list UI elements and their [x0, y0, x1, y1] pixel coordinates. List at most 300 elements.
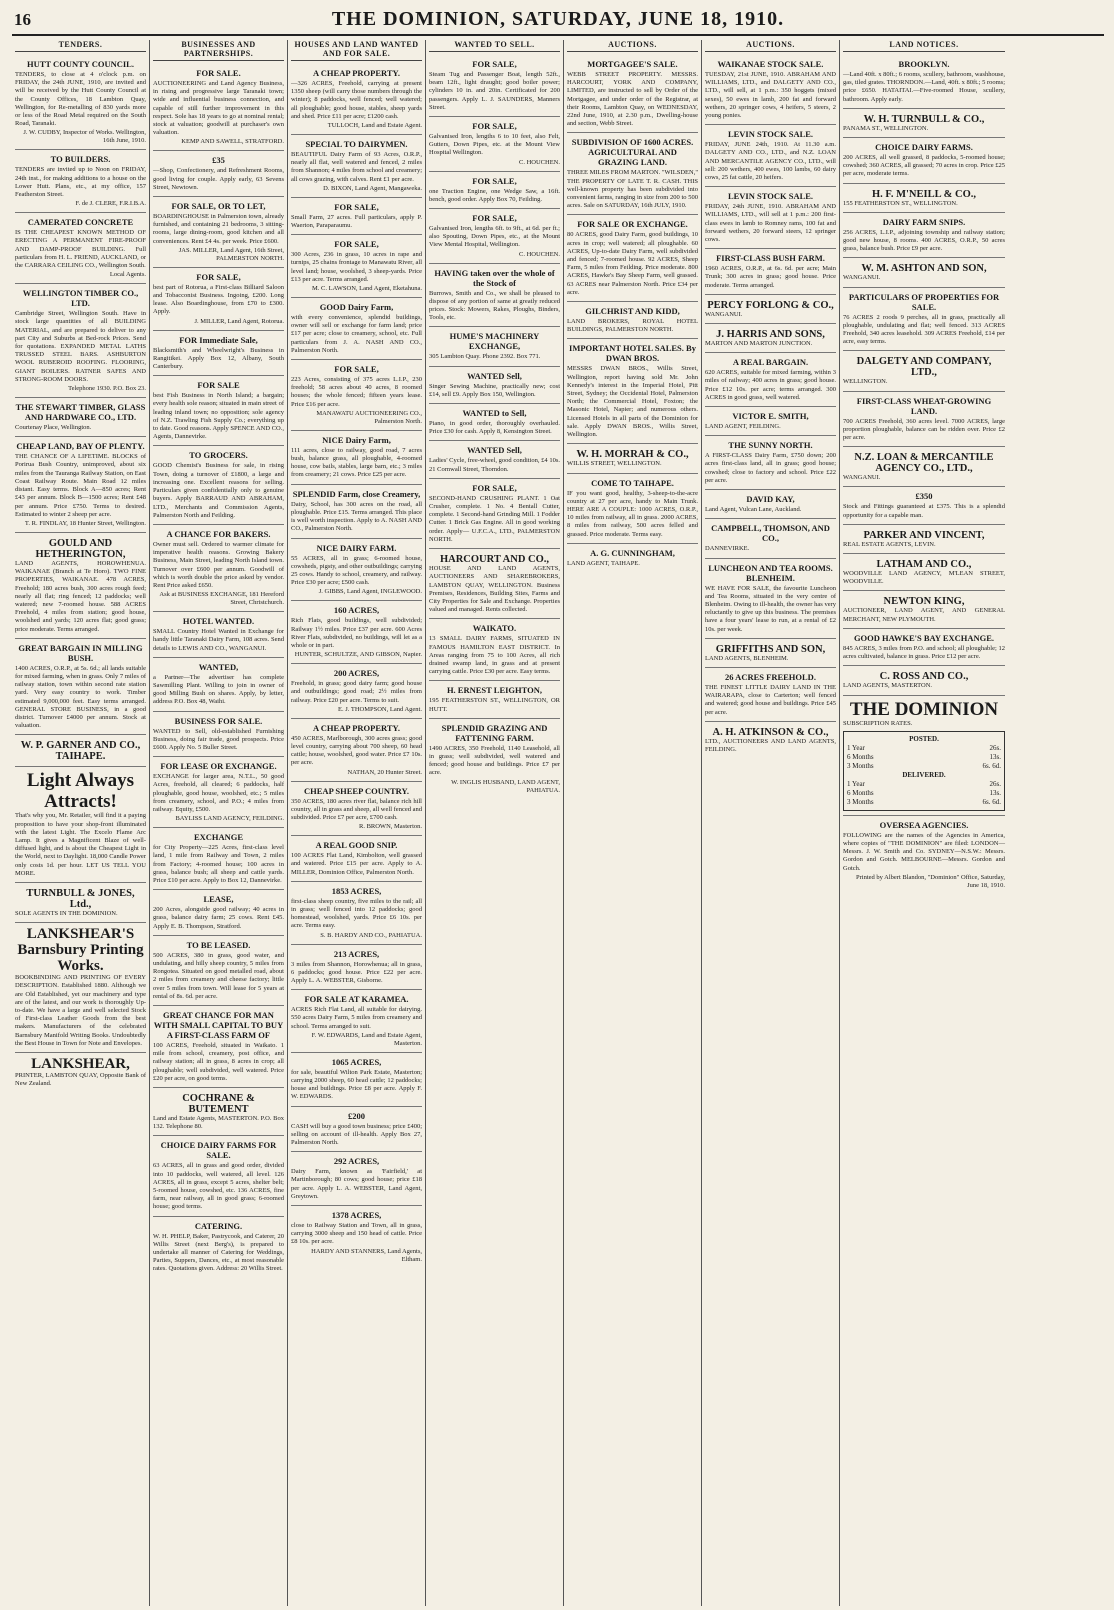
ad-body: 620 ACRES, suitable for mixed farming, within 3 miles of railway; 400 acres in grass; good house. Price £12 10s. per acre; terms arranged. 300 ACRES in good grass, well watered. [705, 369, 836, 401]
ad-footer: F. W. EDWARDS, Land and Estate Agent, Masterton. [311, 1031, 422, 1047]
column-4 [426, 40, 564, 1606]
ad-heading: LANKSHEAR'S Barnsbury Printing Works. [17, 926, 144, 975]
ad-heading: W. H. MORRAH & CO., [576, 449, 689, 461]
ad-heading: COCHRANE & BUTEMENT [182, 1093, 255, 1116]
ad-turnbull-jones-ltd [15, 883, 146, 923]
ad-footer: F. de J. CLERE, F.R.I.B.A. [75, 200, 146, 208]
ad-body: MARTON AND MARTON JUNCTION. [705, 340, 813, 348]
ad-heading: £200 [348, 1110, 365, 1121]
ad-wanted-to-sell [429, 404, 560, 441]
ad-body: Land Agent, Vulcan Lane, Auckland. [705, 506, 802, 514]
ad-body: 195 FEATHERSTON ST., WELLINGTON, OR HUTT. [429, 697, 560, 713]
ad-body: A FIRST-CLASS Dairy Farm, £750 down; 200 acres first-class land, all in grass; good house; cowshed; close to factory and school. Price £22 per acre. [705, 452, 836, 484]
column-header: WANTED TO SELL. [429, 40, 560, 52]
ad-heading: N.Z. LOAN & MERCANTILE AGENCY CO., LTD., [854, 452, 994, 475]
ad-body: WOODVILLE LAND AGENCY, M'LEAN STREET, WOODVILLE. [843, 570, 1005, 586]
ad-heading: SPECIAL TO DAIRYMEN. [305, 139, 408, 150]
ad-footer: HARDY AND STANNERS, Land Agents, Eltham. [311, 1247, 422, 1263]
ad-body: 80 ACRES, good Dairy Farm, good buildings, 10 acres in crop; well watered; all ploughable. 60 ACRES, Up-to-date Dairy Farm, well subdivided and fenced; 7-roomed house. 92 ACRES, Sheep Farm, 5 miles from Feilding. Price moderate. 800 ACRES, Hawke's Bay Sheep Farm, well grassed. 63 ACRES near Palmerston North. Price £34 per acre. [567, 231, 698, 296]
ad-a-cheap-property [291, 719, 422, 782]
ad-heading: £350 [915, 491, 933, 502]
ad-body: WANTED to Sell, old-established Furnishing Business, doing fair trade, good prospects. Price £600. Apply No. 5 Buller Street. [153, 727, 284, 751]
ad-heading: FOR SALE [197, 380, 240, 391]
ad-body: THE CHANCE OF A LIFETIME. BLOCKS of Porirua Bush Country, unimproved, about six miles from the Tauranga Railway Station, on East Coast Railway Route. Main Road 12 miles distant. Easy terms. Block A—850 acres; Rent £43 per annum. Block B—1500 acres; Rent £48 per annum. Price £750. Terms to desired. Estimated to winter 2 sheep per acre. [15, 453, 146, 518]
ad-griffiths-and-son [705, 639, 836, 668]
ad-footer: HUNTER, SCHULTZE, AND GIBSON, Napier. [294, 651, 422, 659]
ad-heading: GOULD AND HETHERINGTON, [35, 537, 126, 560]
ad-body: EXCHANGE for larger area, N.T.L., 50 good Acres, freehold, all cleared; 6 paddocks, half ploughable, good house, woolshed, etc.; 5 miles from creamery, school, and P.O.; 4 miles from railway. Equity, £500. [153, 773, 284, 813]
ad-heading: PARTICULARS OF PROPERTIES FOR SALE. [848, 291, 1000, 312]
ad-heading: HOTEL WANTED. [182, 616, 255, 627]
ad-heading: 160 ACRES, [333, 605, 380, 616]
ad-body: Galvanised Iron, lengths 6ft. to 9ft., at 6d. per ft.; also Spouting, Down Pipes, etc., at the Mount View Mental Hospital, Wellington. [429, 225, 560, 249]
delivered-label: DELIVERED. [902, 770, 946, 779]
ad-heading: 1378 ACRES, [331, 1210, 382, 1221]
ad-heading: DAVID KAY, [746, 494, 795, 505]
ad-heading: TO GROCERS. [189, 450, 248, 461]
ad-body: Piano, in good order, thoroughly overhauled. Price £30 for cash. Apply 8, Kensington Street. [429, 420, 560, 436]
ad-for-sale [429, 209, 560, 264]
rate-period: 6 Months [847, 752, 874, 761]
ad-body: PANAMA ST., WELLINGTON. [843, 124, 929, 132]
ad-body: best part of Rotorua, a First-class Billiard Saloon and Tobacconist Business. Ingoing, £200. Long lease. Also Boardinghouse, from £70 to £300. Apply. [153, 283, 284, 316]
column-7 [840, 40, 1008, 1606]
ad-heading: 1853 ACRES, [331, 885, 382, 896]
ad-wanted-sell [429, 367, 560, 404]
ad-to-grocers [153, 446, 284, 524]
masthead [12, 8, 1104, 36]
ad-body: Dairy Farm, known as 'Fairfield,' at Martinborough; 80 cows; good house; price £18 per acre. Apply L. A. WEBSTER, Land Agent, Greytown. [291, 1168, 422, 1200]
ad-h-ernest-leighton [429, 681, 560, 718]
ad-heading: J. HARRIS AND SONS, [716, 329, 825, 341]
ad-a-real-bargain [705, 353, 836, 407]
ad-heading: Light Always Attracts! [26, 770, 135, 813]
ad-campbell-thomson-and-co [705, 519, 836, 558]
ad-heading: DALGETY AND COMPANY, LTD., [856, 356, 992, 379]
ad-body: 500 ACRES, 380 in grass, good water, and undulating, and hilly sheep country, 5 miles from Rongotea. Situated on good metalled road, about 2 miles from creamery and cheese factory; little over 5 miles from town. Will lease for 5 years at rental of 8s. 6d. per acre. [153, 951, 284, 1000]
ad-body: MESSRS DWAN BROS., Willis Street, Wellington, report having sold Mr. John Kennedy's interest in the Imperial Hotel, Pitt Street, Sydney; the Occidental Hotel, Palmerston North; the Commercial Hotel, Foxton; the Masonic Hotel, Napier; and numerous others. Licensed Hotels in all parts of the Dominion for sale. Apply DWAN BROS., Willis Street, Wellington. [567, 365, 698, 439]
rate-period: 6 Months [847, 788, 874, 797]
ad-having-taken-over-the-whole-of-the-stock [429, 264, 560, 328]
ad-body: 1400 ACRES, O.R.P., at 5s. 6d.; all lands suitable for mixed farming, when in grass. Only 7 miles of railway station, town within second rate station yard. Very easy country to work. Timber estimated 9,000,000 feet. Easy terms arranged. GENERAL STORE BUSINESS, in a good district. Turnover £4000 per annum. Stock at valuation. [15, 664, 146, 730]
ad-heading: SPLENDID GRAZING AND FATTENING FARM. [441, 722, 548, 743]
posted-label: POSTED. [909, 734, 939, 743]
ad-for-sale-or-to-let [153, 197, 284, 268]
ad-body: Owner must sell. Ordered to warmer climate for imperative health reasons. Growing Bakery Business, Main Street, leading North Island town. Turnover over £600 per annum. Goodwill of which is worth double the price asked by vendor. Rent Price asked £650. [153, 540, 284, 589]
ad-footer: W. INGLIS HUSBAND, LAND AGENT, PAHIATUA. [451, 778, 560, 794]
ad-body: FRIDAY, JUNE 24th, 1910. At 11.30 a.m. DALGETY AND CO., LTD., and N.Z. LOAN AND MERCANTILE AGENCY CO., LTD., will sell: 200 wethers, 400 ewes, 100 lambs, 60 dairy cows, 25 fat cattle, 20 heifers. [705, 141, 836, 182]
ad-dalgety-and-company-ltd [843, 351, 1005, 391]
ad-body: Cambridge Street, Wellington South. Have in stock large quantities of all BUILDING MATERIAL, and are prepared to deliver to any part City and Suburbs at Bed-rock Prices. Send for quotations. EXPANDED METAL LATHS TRUSSED STEEL BARS. ASHBURTON WOOL RUBEROID ROOFING. FLOORING, GIANT BOILERS. RATNER SAFES AND STRONG-ROOM DOORS. [15, 310, 146, 383]
ad-body: CASH will buy a good town business; price £400; selling on account of ill-health. Apply Box 27, Palmerston North. [291, 1122, 422, 1147]
ad-first-class-bush-farm [705, 249, 836, 295]
page-number: 16 [14, 10, 31, 29]
ad-footer: E. J. THOMPSON, Land Agent. [337, 705, 422, 713]
ad-heading: GOOD Dairy Farm, [319, 302, 394, 313]
ad-heading: FOR SALE, [472, 213, 517, 224]
column-6 [702, 40, 840, 1606]
ad-wanted [153, 658, 284, 712]
rate-row [847, 744, 1001, 753]
ad-mortgagee-s-sale [567, 55, 698, 133]
ad-heading: H. ERNEST LEIGHTON, [446, 685, 543, 696]
rate-period: 3 Months [847, 797, 874, 806]
ad-body: one Traction Engine, one Wedge Saw, a 16ft. bench, good order. Apply Box 70, Feilding. [429, 187, 560, 203]
ad-heading: H. F. M'NEILL & CO., [871, 188, 977, 200]
ad-body: LTD., AUCTIONEERS AND LAND AGENTS, FEILDING. [705, 737, 836, 753]
ad-w-h-morrah-co [567, 444, 698, 473]
ad-footer: S. B. HARDY AND CO., PAHIATUA. [320, 931, 422, 939]
ad-body: —Shop, Confectionery, and Refreshment Rooms, good living for couple. Apply early, 63 Sevens Street, Newtown. [153, 167, 284, 191]
ad-heading: OVERSEA AGENCIES. [879, 819, 969, 830]
ad-heading: LATHAM AND CO., [876, 559, 972, 571]
ad-choice-dairy-farms-for-sale [153, 1136, 284, 1216]
ad-body: TUESDAY, 21st JUNE, 1910. ABRAHAM AND WILLIAMS, LTD., and DALGETY AND CO., LTD., will sell, at 1 p.m.: 350 hoggets (mixed sexes), 50 ewes in lamb, 200 fat and forward wethers, 20 springer cows, 4 heifers, 5 steers, 2 young ponies. [705, 71, 836, 120]
ad-particulars-of-properties-for-sale [843, 288, 1005, 352]
ad-heading: £35 [212, 155, 225, 166]
ad-footer: C. HOUCHEN. [519, 250, 560, 258]
ad-wellington-timber-co-ltd [15, 284, 146, 398]
ad-292-acres [291, 1152, 422, 1206]
ad-160-acres [291, 601, 422, 664]
ad-heading: LANKSHEAR, [31, 1056, 130, 1073]
ad-heading: THE SUNNY NORTH. [728, 440, 813, 451]
ad-heading: GREAT BARGAIN IN MILLING BUSH. [18, 642, 143, 663]
ad-a-real-good-snip [291, 836, 422, 882]
ad-nice-dairy-farm [291, 431, 422, 485]
ad-camerated-concrete [15, 213, 146, 284]
ad-body: HOUSE AND LAND AGENTS, AUCTIONEERS AND SHAREBROKERS, LAMBTON QUAY, WELLINGTON. Business Premises, Residences, Building Sites, Farms and City Properties for Sale and Exchange. Properties valued and managed. Rents collected. [429, 565, 560, 614]
rate-price: 6s. 6d. [982, 797, 1001, 806]
rate-price: 26s. [989, 779, 1001, 788]
ad-heading: GRIFFITHS AND SON, [715, 643, 826, 655]
ad-heading: DAIRY FARM SNIPS. [882, 216, 966, 227]
column-header: HOUSES AND LAND WANTED AND FOR SALE. [291, 40, 422, 61]
ad-26-acres-freehold [705, 668, 836, 722]
ad-body: LAND AGENT, FEILDING. [705, 423, 781, 431]
ad-heading: BUSINESS FOR SALE. [174, 715, 263, 726]
ad-heading: FOR SALE. [196, 68, 241, 78]
ad-heading: PARKER AND VINCENT, [863, 529, 985, 541]
ad-heading: FOR SALE, [472, 59, 517, 69]
ad-heading: CHOICE DAIRY FARMS FOR SALE. [160, 1140, 277, 1161]
ad-heading: NICE DAIRY FARM. [316, 542, 397, 553]
rate-price: 6s. 6d. [982, 761, 1001, 770]
ad-heading: THE STEWART TIMBER, GLASS AND HARDWARE CO., LTD. [15, 402, 146, 423]
ad-body: ACRES Rich Flat Land, all suitable for dairying. 550 acres Dairy Farm, 5 miles from creamery and school. Terms arranged to suit. [291, 1006, 422, 1030]
ad-the-dominion [843, 696, 1005, 816]
ad-oversea-agencies [843, 816, 1005, 894]
ad-heading: FOR SALE, [196, 271, 241, 282]
ad-c-ross-and-co [843, 666, 1005, 695]
ad-body: DANNEVIRKE. [705, 545, 750, 553]
ad-body: with every convenience, splendid buildings, owner will sell or exchange for farm land; price £17 per acre; close to creamery, school, etc. Full particulars from J. A. NASH AND CO., Palmerston North. [291, 314, 422, 354]
ad-body: first-class sheep country, five miles to the rail; all in grass; well fenced into 12 paddocks; good homestead, woolshed, yards. Price £6 10s. per acre. Terms easy. [291, 897, 422, 930]
ad-heading: CHEAP LAND, BAY OF PLENTY. [16, 441, 145, 452]
ad-heading: IMPORTANT HOTEL SALES. By DWAN BROS. [569, 343, 696, 364]
ad-heading: WANTED Sell, [467, 445, 522, 456]
ad-body: SMALL Country Hotel Wanted in Exchange for handy little Taranaki Dairy Farm, 108 acres. Send details to LEWIS AND CO., WANGANUI. [153, 628, 284, 652]
ad-body: 845 ACRES, 3 miles from P.O. and school; all ploughable; 12 acres cultivated, balance in grass. Price £12 per acre. [843, 644, 1005, 661]
ad-catering [153, 1217, 284, 1278]
ad-heading: LEVIN STOCK SALE. [727, 191, 814, 202]
ad-1853-acres [291, 882, 422, 945]
ad-footer: Local Agents. [109, 271, 146, 279]
ad-come-to-taihape [567, 474, 698, 544]
ad-body: for City Property—225 Acres, first-class level land, 1 mile from Railway and Town, 2 miles from Factory; 4-roomed house; 100 acres in grass, balance bush; all sheep and cattle yards. Price £10 per acre. Apply to Box 12, Dannevirke. [153, 844, 284, 884]
rate-price: 26s. [989, 743, 1001, 752]
ad-for-sale [429, 172, 560, 209]
column-1 [12, 40, 150, 1606]
ad-heading: PERCY FORLONG & CO., [707, 299, 834, 311]
ad-heading: TO BUILDERS. [50, 154, 111, 165]
ad-heading: 200 ACRES, [333, 668, 380, 679]
ad-luncheon-and-tea-rooms-blenheim [705, 559, 836, 639]
ad-footer: J. W. CUDBY, Inspector of Works. Wellington, 16th June, 1910. [23, 129, 146, 145]
ad-footer: BAYLISS LAND AGENCY, FEILDING. [175, 815, 284, 823]
ad-body: REAL ESTATE AGENTS, LEVIN. [843, 540, 936, 548]
ad-h-f-m-neill-co [843, 184, 1005, 213]
ad-body: Ladies' Cycle, free-wheel, good condition, £4 10s. 21 Cornwall Street, Thorndon. [429, 457, 560, 473]
ad-for-sale [291, 235, 422, 298]
ad-footer: KEMP AND SAWELL, STRATFORD. [181, 138, 284, 146]
ad-heading: HARCOURT AND CO., [439, 554, 550, 566]
ad-body: —326 ACRES, Freehold, carrying at present 1350 sheep (will carry those numbers through the winter); 8 paddocks, well fenced; well watered; all ploughable; good house, stables, sheep yards and shed. Price £11 per acre; £1200 cash. [291, 80, 422, 120]
ad-heading: NEWTON KING, [883, 596, 965, 608]
ad-1378-acres [291, 1206, 422, 1268]
ad-for-immediate-sale [153, 331, 284, 377]
ad-a-g-cunningham [567, 544, 698, 572]
ad-body: a Partner—The advertiser has complete Sawmilling Plant. Willing to join in owner of good Milling Bush on shares. Apply, by letter, address P.O. Box 48, Waihi. [153, 673, 284, 706]
ad-w-p-garner-and-co-taihape [15, 735, 146, 767]
ad-body: Burrows, Smith and Co., we shall be pleased to dispose of any portion of same at greatly reduced prices. Stock: Mowers, Rakes, Ploughs, Binders, Tools, etc. [429, 289, 560, 322]
ad-body: Land and Estate Agents, MASTERTON. P.O. Box 132. Telephone 80. [153, 1115, 284, 1131]
ad-heading: COME TO TAIHAPE. [591, 477, 674, 488]
ad-body: 450 ACRES, Marlborough, 300 acres grass; good level country, carrying about 700 sheep, 60 head cattle; house, woolshed, good water. Price £7 10s. per acre. [291, 734, 422, 767]
ad-heading: EXCHANGE [193, 832, 244, 843]
ad-good-hawke-s-bay-exchange [843, 629, 1005, 666]
ad-body: WEBB STREET PROPERTY. MESSRS. HARCOURT, YORK AND COMPANY, LIMITED, are instructed to sell by Order of the Mortgagee, and under order of the Registrar, at their Rooms, Lambton Quay, on WEDNESDAY, 22nd June, 1910, at 2.30 p.m., Dwelling-house and section, Webb Street. [567, 71, 698, 128]
ad-heading: 213 ACRES, [333, 948, 380, 959]
ad-body: best Fish Business in North Island; a bargain; every health sole reason; situated in main street of leading inland town; no opposition; sole agency of N.Z. Trawling Fish Supply Co.; everything up to date. Good reasons. Apply SPENCE AND CO., Agents, Dannevirke. [153, 392, 284, 441]
ad-body: LAND BROKERS, ROYAL HOTEL BUILDINGS, PALMERSTON NORTH. [567, 318, 698, 334]
ad-david-kay [705, 490, 836, 519]
ad-first-class-wheat-growing-land [843, 392, 1005, 448]
ad-choice-dairy-farms [843, 138, 1005, 184]
ad-for-sale [153, 268, 284, 331]
ad-heading: A CHEAP PROPERTY. [313, 722, 400, 733]
ad-splendid-farm-close-creamery [291, 485, 422, 539]
ad-for-sale [291, 198, 422, 235]
ad-heading: SPLENDID Farm, close Creamery, [292, 488, 421, 499]
ad-heading: TO BE LEASED. [186, 939, 251, 950]
ad-heading: FOR LEASE OR EXCHANGE. [160, 761, 277, 772]
ad-body: TENDERS, to close at 4 o'clock p.m. on FRIDAY, the 24th JUNE, 1910, are invited and will be received by the Hutt County Council at the County Offices, 18 Lambton Quay, Wellington, for Re-metalling of 830 yards more or less of the Road Metal required on the South Road, Taranaki. [15, 71, 146, 128]
column-2 [150, 40, 288, 1606]
ad-body: 13 SMALL DAIRY FARMS, SITUATED IN FAMOUS HAMILTON EAST DISTRICT. In Areas ranging from 75 to 100 Acres, all rich drained swamp land, in grass and at present carrying cattle. Price £30 per acre. Easy terms. [429, 635, 560, 676]
ad-hutt-county-council [15, 55, 146, 150]
ad-body: 1490 ACRES, 350 Freehold, 1140 Leasehold, all in grass; well subdivided, well watered and fenced; good house and buildings. Price £7 per acre. [429, 744, 560, 777]
ad-heading: FIRST-CLASS BUSH FARM. [716, 253, 825, 264]
ad-levin-stock-sale [705, 125, 836, 187]
ad-heading: LUNCHEON AND TEA ROOMS. BLENHEIM. [708, 562, 833, 583]
rate-price: 13s. [989, 788, 1001, 797]
ad-body: THREE MILES FROM MARTON. "WILSDEN," THE PROPERTY OF LATE T. R. CASH. THIS well-known property has been subdivided into convenient farms, ranging in size from 200 to 500 acres. Sale on SATURDAY, 16th JULY, 1910. [567, 169, 698, 210]
ad-heading: SUBDIVISION OF 1600 ACRES. AGRICULTURAL AND GRAZING LAND. [571, 137, 694, 168]
ad-footer: C. HOUCHEN. [519, 158, 560, 166]
ad-body: Rich Flats, good buildings, well subdivided; Railway 1½ miles. Price £37 per acre. 600 Acres River Flats, subdivided, no buildings, will let as a whole or in part. [291, 617, 422, 649]
ad-great-chance-for-man-with-small-capital- [153, 1006, 284, 1088]
ad-for-sale [429, 55, 560, 117]
ad-for-sale [429, 117, 560, 172]
ad-heading: MORTGAGEE'S SALE. [587, 59, 678, 69]
ad-body: LAND AGENT, TAIHAPE. [567, 559, 640, 567]
ad-footer: M. C. LAWSON, Land Agent, Eketahuna. [312, 285, 422, 293]
ad-200 [291, 1107, 422, 1153]
column-header: BUSINESSES AND PARTNERSHIPS. [153, 40, 284, 61]
ad-heading: GILCHRIST AND KIDD, [585, 306, 680, 317]
ad-35 [153, 151, 284, 197]
ad-body: 100 ACRES, Freehold, situated in Waikato. 1 mile from school, creamery, post office, and railway station; all in grass, 8 acres in crop; all ploughable; well subdivided, well watered. Price £20 per acre, on good terms. [153, 1042, 284, 1082]
ad-w-m-ashton-and-son [843, 258, 1005, 287]
rate-row [847, 780, 1001, 789]
ad-for-sale [153, 64, 284, 151]
ad-heading: 26 ACRES FREEHOLD. [725, 671, 816, 682]
ad-heading: HUME'S MACHINERY EXCHANGE, [449, 331, 540, 352]
rate-price: 13s. [989, 752, 1001, 761]
ad-exchange [153, 828, 284, 890]
ad-levin-stock-sale [705, 187, 836, 249]
ad-heading: FOR SALE OR EXCHANGE. [577, 219, 688, 230]
ad-body: Courtenay Place, Wellington. [15, 424, 92, 432]
ad-body: 1960 ACRES, O.R.P., at 6s. 6d. per acre; Main Trunk; 300 acres in grass; good house. Price moderate. Terms arranged. [705, 265, 836, 289]
ad-footer: MANAWATU AUCTIONEERING CO., Palmerston North. [316, 409, 422, 425]
ad-body: 63 ACRES, all in grass and good order, divided into 10 paddocks, well watered, all level. 126 ACRES, all in grass, except 5 acres, shelter belt; 5-roomed house, cowshed, etc. 136 ACRES, fine farm, near railway, all in good grass; 6-roomed house; good terms. [153, 1162, 284, 1211]
ad-gilchrist-and-kidd [567, 302, 698, 339]
ad-cochrane-butement [153, 1088, 284, 1136]
ad-important-hotel-sales-by-dwan-bros [567, 339, 698, 444]
ad-heading: FOR SALE, [334, 201, 379, 212]
ad-heading: WAIKANAE STOCK SALE. [717, 59, 824, 69]
ad-footer: Telephone 1930. P.O. Box 23. [68, 385, 146, 393]
ad-heading: VICTOR E. SMITH, [732, 411, 809, 422]
ad-heading: HUTT COUNTY COUNCIL. [27, 59, 134, 69]
ad-n-z-loan-mercantile-agency-co-ltd [843, 447, 1005, 487]
ad-heading: CHEAP SHEEP COUNTRY. [304, 785, 409, 796]
ad-heading: THE DOMINION [849, 698, 999, 720]
ad-cheap-sheep-country [291, 782, 422, 837]
ad-body: Freehold, in grass; good dairy farm; good house and outbuildings; good road; 2½ miles from railway. Price £20 per acre. Terms to suit. [291, 680, 422, 704]
ad-light-always-attracts [15, 767, 146, 883]
ad-heading: A. H. ATKINSON & CO., [712, 726, 829, 738]
column-5 [564, 40, 702, 1606]
ad-heading: HAVING taken over the whole of the Stock of [434, 267, 555, 288]
ad-for-lease-or-exchange [153, 757, 284, 828]
column-3 [288, 40, 426, 1606]
ad-body: Blacksmith's and Wheelwright's Business in Rangitikei. Apply Box 12, Albany, South Canterbury. [153, 346, 284, 371]
ad-subdivision-of-1600-acres-agricultural-a [567, 133, 698, 215]
ad-heading: W. M. ASHTON AND SON, [861, 263, 987, 275]
ad-body: 76 ACRES 2 roods 9 perches, all in grass, practically all ploughable, undulating and flat; well fenced. 313 ACRES Freehold, 340 acres leasehold. 309 ACRES Freehold, £14 per acre, easy terms. [843, 313, 1005, 346]
rate-period: 3 Months [847, 761, 874, 770]
ad-footer: T. R. FINDLAY, 18 Hunter Street, Wellington. [24, 519, 146, 527]
ad-latham-and-co [843, 554, 1005, 591]
ad-brooklyn [843, 55, 1005, 109]
ad-body: LAND AGENTS, HOROWHENUA. WAIKANAE (Branch at Te Horo). TWO FINE PROPERTIES, WAIKANAE. 478 ACRES, Freehold; 180 acres bush, 300 acres rough feed; nearly all flat; ring fenced; 12 paddocks; well watered; new 7-roomed house. 588 ACRES Freehold, 4 miles from station; good house, woolshed and yards; 120 acres flat; good grass; price moderate. Terms arranged. [15, 559, 146, 633]
ad-footer: JAS. MILLER, Land Agent, 16th Street, PALMERSTON NORTH. [178, 246, 284, 262]
ad-lease [153, 890, 284, 936]
ad-splendid-grazing-and-fattening-farm [429, 719, 560, 799]
ad-body: BOOKBINDING AND PRINTING OF EVERY DESCRIPTION. Established 1880. Although we are Old Established, yet our machinery and type are of the latest, and our work is thoroughly Up-to-date. We have a large and well selected Stock of First-class Leather Goods from the best makers. Manufacturers of the celebrated Barnsbury Manifold Writing Books. Undoubtedly the Best House in Town for Note and Envelopes. [15, 974, 146, 1047]
ad-footer: D. BIXON, Land Agent, Mangaweka. [323, 184, 422, 192]
ad-footer: TULLOCH, Land and Estate Agent. [327, 122, 422, 130]
ad-for-sale-at-karamea [291, 990, 422, 1053]
ad-heading: A. G. CUNNINGHAM, [590, 547, 675, 558]
ad-gould-and-hetherington [15, 533, 146, 639]
ad-wanted-sell [429, 441, 560, 478]
ad-heading: LEASE, [203, 894, 234, 905]
ad-350 [843, 487, 1005, 524]
ad-hume-s-machinery-exchange [429, 327, 560, 366]
ad-waikato [429, 619, 560, 681]
ad-body: LAND AGENTS, MASTERTON. [843, 682, 933, 690]
ad-body: close to Railway Station and Town, all in grass, carrying 3000 sheep and 150 head of cattle. Price £8 10s. per acre. [291, 1222, 422, 1246]
ad-body: IF you want good, healthy, 3-sheep-to-the-acre country at 27 per acre, handy to Main Trunk. HERE ARE A COUPLE: 1000 ACRES, O.R.P., 10 miles from railway, all in grass. 2000 ACRES, 8 miles from railway, 500 acres felled and grassed. Price moderate. Terms easy. [567, 489, 698, 538]
ad-body: SECOND-HAND CRUSHING PLANT. 1 Oat Crusher, complete. 1 No. 4 Bentall Cutter, complete. 1 Second-hand Grinding Mill. 1 Fodder Cutter. 1 Brick Gas Engine. All in good working order. Apply— U.F.C.A., LTD., PALMERSTON NORTH. [429, 494, 560, 543]
ad-heading: FOR SALE AT KARAMEA. [304, 994, 409, 1005]
ad-j-harris-and-sons [705, 324, 836, 353]
ad-business-for-sale [153, 712, 284, 758]
ad-heading: CHOICE DAIRY FARMS. [875, 142, 973, 153]
ad-body: Singer Sewing Machine, practically new; cost £14, sell £9. Apply Box 150, Wellington. [429, 382, 560, 398]
ad-body: for sale, beautiful Wilton Park Estate, Masterton; carrying 2000 sheep, 60 head cattle; 12 paddocks; house and buildings. Price £8 per acre. Apply F. W. EDWARDS. [291, 1068, 422, 1101]
ad-footer: J. MILLER, Land Agent, Rotorua. [194, 317, 284, 325]
ad-body: WE HAVE FOR SALE, the favourite Luncheon and Tea Rooms, situated in the very centre of Blenheim. Owing to ill-health, the owner has very reluctantly to give up this business. The premises have a four years' lease to run, at a rental of £2 10s. per week. [705, 584, 836, 633]
ad-heading: A CHEAP PROPERTY. [313, 68, 400, 78]
ad-heading: WAIKATO. [472, 623, 517, 634]
ad-lankshear-s-barnsbury-printing-works [15, 923, 146, 1053]
columns [12, 40, 1104, 1606]
ad-great-bargain-in-milling-bush [15, 639, 146, 736]
ad-w-h-turnbull-co [843, 109, 1005, 138]
ad-footer: Printed by Albert Blandon, "Dominion" Office, Saturday, June 18, 1910. [855, 873, 1005, 889]
ad-to-be-leased [153, 936, 284, 1006]
ad-a-cheap-property [291, 64, 422, 135]
ad-footer: R. BROWN, Masterton. [358, 823, 422, 831]
ad-body: AUCTIONEERING and Land Agency Business, in rising and progressive large Taranaki town; wide and influential business connection, and capable of still further improvement in this respect. Sole has 18 years to go at nominal rental; stock at valuation; goodwill at purchaser's own valuation. [153, 80, 284, 137]
column-header: AUCTIONS. [567, 40, 698, 52]
ad-heading: BROOKLYN. [898, 59, 950, 69]
rate-period: 1 Year [847, 743, 865, 752]
ad-body: 3 miles from Shannon, Horowhenua; all in grass, 6 paddocks; good house. Price £22 per acre. Apply L. A. WEBSTER, Gisborne. [291, 960, 422, 984]
ad-body: 700 ACRES Freehold, 360 acres level. 7000 ACRES, large proportion ploughable, balance can be ridden over. Price £2 per acre. [843, 417, 1005, 442]
subscription-rates-table [843, 731, 1005, 811]
ad-body: 350 ACRES, 180 acres river flat, balance rich hill country, all in grass and sheep, all well fenced and subdivided. Price £7 per acre, £700 cash. [291, 797, 422, 821]
ad-body: 100 ACRES Flat Land, Kimbolton, well grassed and watered. Price £15 per acre. Apply to A. MILLER, Dominion Office, Palmerston North. [291, 852, 422, 876]
ad-heading: WANTED to Sell, [462, 408, 527, 419]
ad-special-to-dairymen [291, 135, 422, 198]
ad-waikanae-stock-sale [705, 55, 836, 125]
ad-hotel-wanted [153, 612, 284, 658]
ad-body: AUCTIONEER, LAND AGENT, AND GENERAL MERCHANT, NEW PLYMOUTH. [843, 607, 1005, 623]
ad-heading: A REAL GOOD SNIP. [315, 840, 398, 851]
ad-body: 111 acres, close to railway, good road, 7 acres bush, balance grass, all ploughable, 4-roomed house, cow bails, stables, large barn, etc.; 3 miles from creamery; 21 cows. Price £25 per acre. [291, 446, 422, 479]
column-header: LAND NOTICES. [843, 40, 1005, 52]
ad-heading: FIRST-CLASS WHEAT-GROWING LAND. [856, 395, 992, 416]
ad-footer: NATHAN, 20 Hunter Street. [347, 768, 422, 776]
ad-213-acres [291, 945, 422, 991]
ad-heading: A CHANCE FOR BAKERS. [166, 528, 271, 539]
